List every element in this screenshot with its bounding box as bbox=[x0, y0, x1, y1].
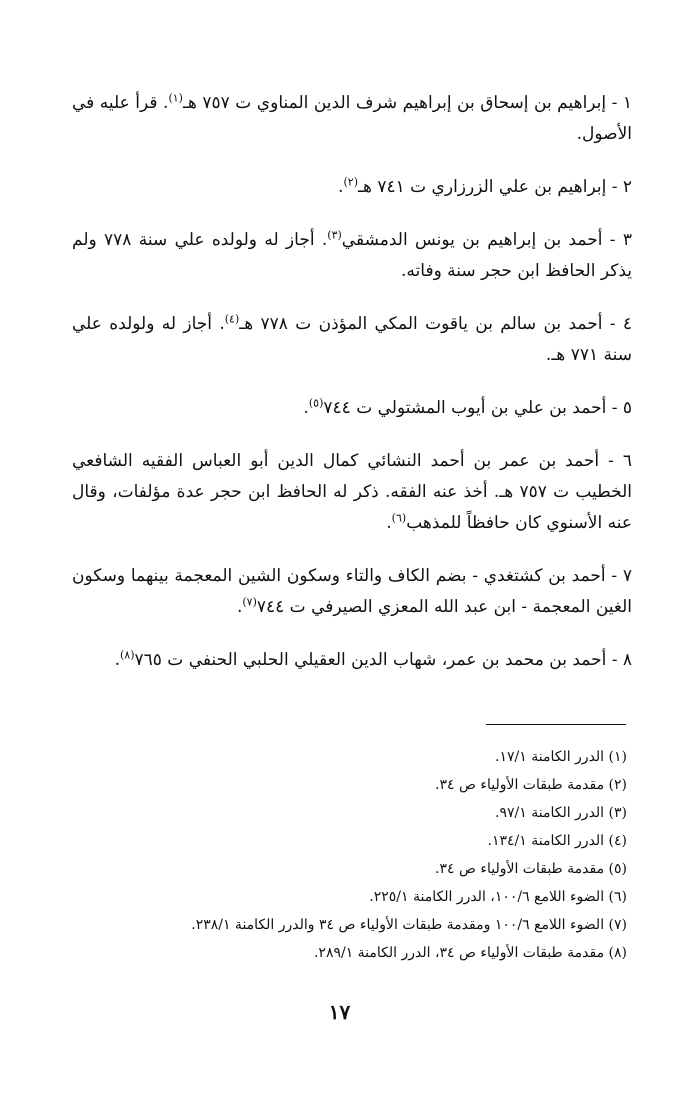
list-item bbox=[72, 172, 632, 203]
footnote-item: (٤) الدرر الكامنة ١٣٤/١. bbox=[487, 833, 627, 849]
footnote-ref: (٤) bbox=[224, 312, 240, 326]
footnote-item: (٨) مقدمة طبقات الأولياء ص ٣٤، الدرر الكامنة ٢٨٩/١. bbox=[313, 945, 627, 961]
footnote-ref: (٢) bbox=[343, 175, 358, 189]
biography-list bbox=[72, 88, 632, 698]
entry-tail: . bbox=[303, 398, 309, 418]
entry-tail: . قرأ عليه في الأصول. bbox=[72, 93, 632, 144]
footnote-divider bbox=[486, 724, 626, 725]
entry-text: ٨ - أحمد بن محمد بن عمر، شهاب الدين العقيلي الحلبي الحنفي ت ٧٦٥ bbox=[134, 650, 632, 670]
footnote-ref: (١) bbox=[168, 91, 183, 105]
list-item bbox=[72, 446, 632, 539]
footnote-item: (٥) مقدمة طبقات الأولياء ص ٣٤. bbox=[435, 861, 627, 877]
entry-tail: . bbox=[236, 597, 243, 617]
list-item bbox=[72, 645, 632, 676]
footnote-item: (٣) الدرر الكامنة ٩٧/١. bbox=[495, 805, 627, 821]
entry-tail: . bbox=[386, 513, 392, 533]
footnote-item: (٢) مقدمة طبقات الأولياء ص ٣٤. bbox=[435, 777, 627, 793]
page-number: ١٧ bbox=[328, 1000, 351, 1024]
list-item bbox=[72, 309, 632, 371]
footnote-ref: (٨) bbox=[119, 648, 135, 662]
entry-text: ٢ - إبراهيم بن علي الزرزاري ت ٧٤١ هـ bbox=[357, 177, 632, 197]
entry-tail: . أجاز له ولولده علي سنة ٧٧١ هـ. bbox=[72, 314, 632, 365]
entry-text: ٧ - أحمد بن كشتغدي - بضم الكاف والتاء وسكون الشين المعجمة بينهما وسكون الغين المعجمة - ابن عبد الله المعزي الصيرفي ت ٧٤٤ bbox=[72, 566, 632, 617]
entry-tail: . bbox=[114, 650, 120, 670]
footnote-ref: (٧) bbox=[242, 595, 257, 609]
footnote-item: (٦) الضوء اللامع ١٠٠/٦، الدرر الكامنة ٢٢٥/١. bbox=[369, 889, 627, 905]
footnote-ref: (٦) bbox=[391, 511, 407, 525]
footnote-item: (١) الدرر الكامنة ١٧/١. bbox=[495, 749, 627, 765]
entry-text: ٤ - أحمد بن سالم بن ياقوت المكي المؤذن ت ٧٧٨ هـ bbox=[239, 314, 633, 334]
entry-text: ٦ - أحمد بن عمر بن أحمد النشائي كمال الدين أبو العباس الفقيه الشافعي الخطيب ت ٧٥٧ هـ. أخذ عنه الفقه. ذكر له الحافظ ابن حجر عدة مؤلفات، وقال عنه الأسنوي كان حافظاً للمذهب bbox=[72, 451, 632, 533]
entry-text: ٣ - أحمد بن إبراهيم بن يونس الدمشقي bbox=[341, 230, 632, 250]
list-item bbox=[72, 225, 632, 287]
footnote-ref: (٣) bbox=[327, 228, 342, 242]
footnotes bbox=[72, 743, 627, 967]
list-item bbox=[72, 88, 632, 150]
list-item bbox=[72, 561, 632, 623]
entry-text: ١ - إبراهيم بن إسحاق بن إبراهيم شرف الدين المناوي ت ٧٥٧ هـ bbox=[182, 93, 633, 113]
entry-text: ٥ - أحمد بن علي بن أيوب المشتولي ت ٧٤٤ bbox=[323, 398, 632, 418]
list-item bbox=[72, 393, 632, 424]
footnote-ref: (٥) bbox=[308, 396, 324, 410]
entry-tail: . أجاز له ولولده علي سنة ٧٧٨ ولم يذكر الحافظ ابن حجر سنة وفاته. bbox=[72, 230, 632, 281]
entry-tail: . bbox=[338, 177, 344, 197]
footnote-item: (٧) الضوء اللامع ١٠٠/٦ ومقدمة طبقات الأولياء ص ٣٤ والدرر الكامنة ٢٣٨/١. bbox=[191, 917, 627, 933]
